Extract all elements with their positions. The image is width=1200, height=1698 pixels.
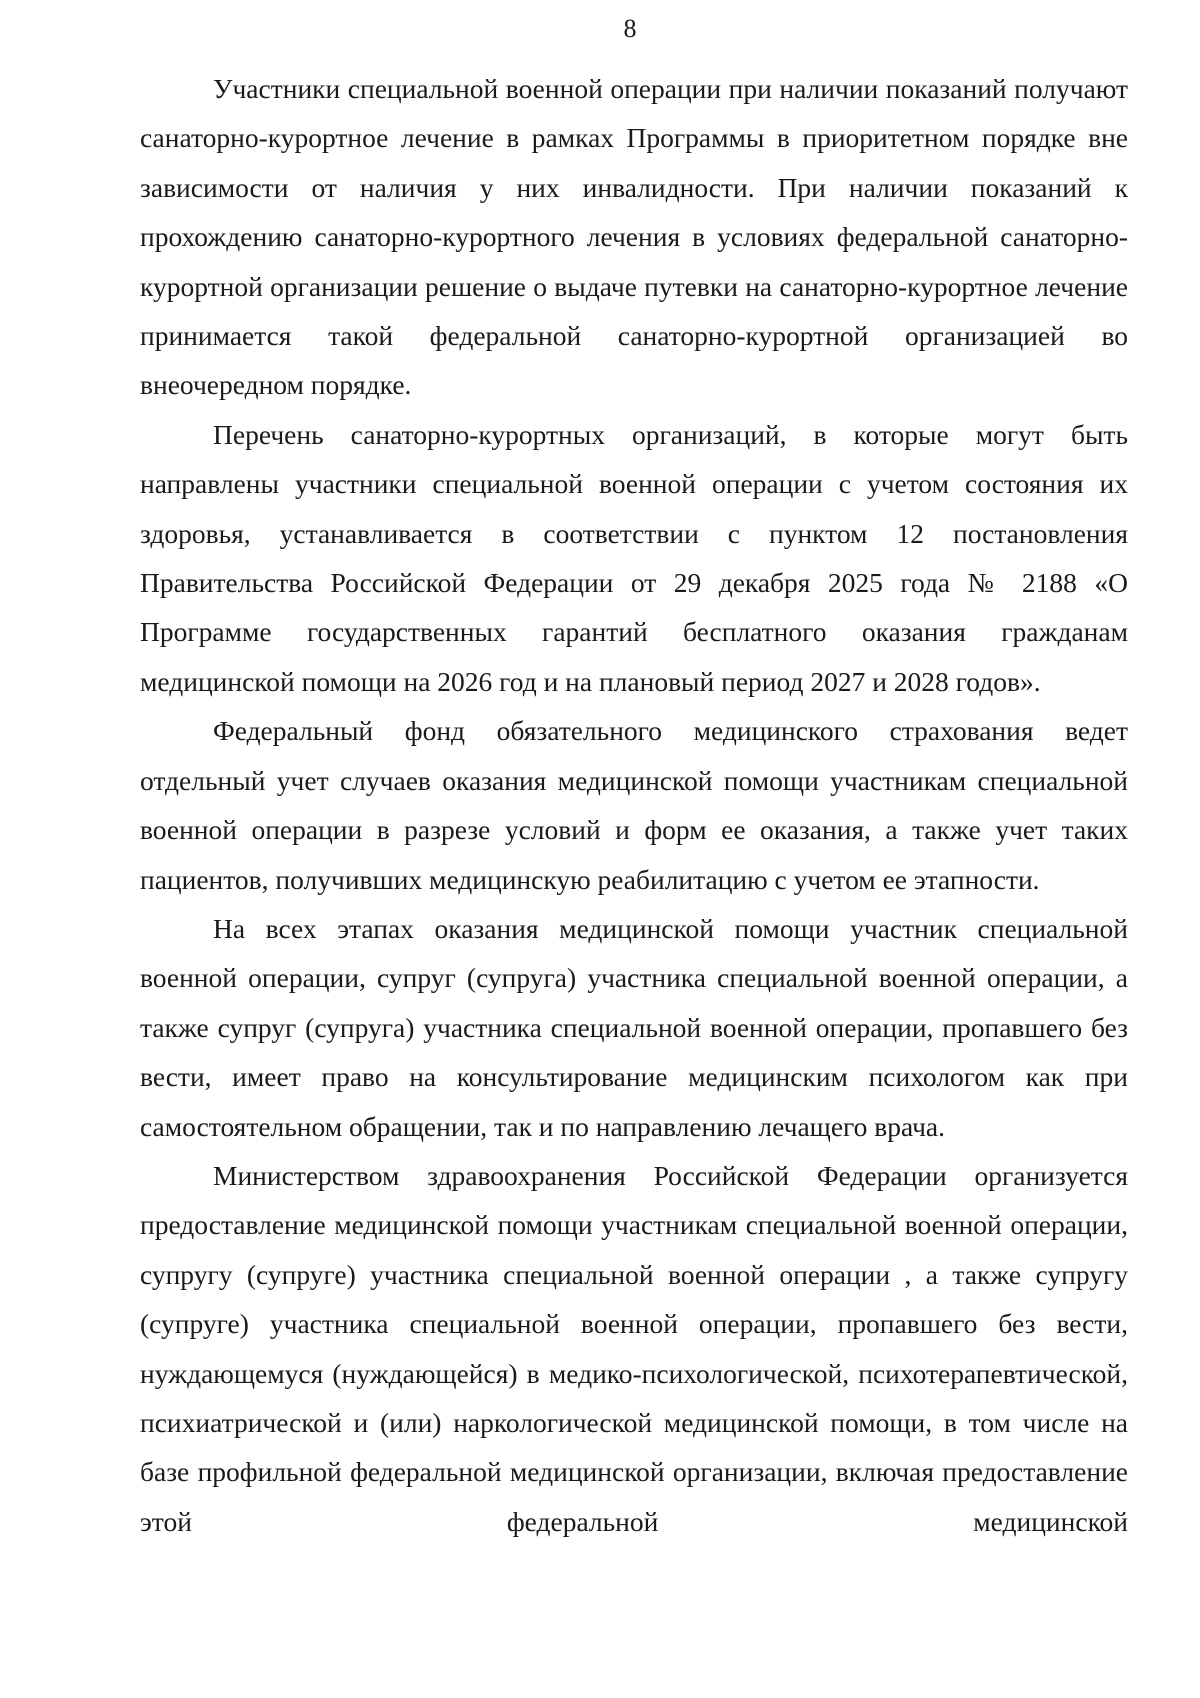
paragraph-insurance-fund: Федеральный фонд обязательного медицинского страхования ведет отдельный учет случаев оказания медицинской помощи участникам специальной военной операции в разрезе условий и форм ее оказания, а также учет таких пациентов, получивших медицинскую реабилитацию с учетом ее этапности. <box>140 715 1128 895</box>
page-number: 8 <box>623 14 637 43</box>
paragraph-ministry-of-health: Министерством здравоохранения Российской Федерации организуется предоставление медицинской помощи участникам специальной военной операции, супругу (супруге) участника специальной военной операции , а также супругу (супруге) участника специальной военной операции, пропавшего без вести, нуждающемуся (нуждающейся) в медико-психологической, психотерапевтической, психиатрической и (или) наркологической медицинской помощи, в том числе на базе профильной федеральной медицинской организации, включая предоставление этой федеральной медицинской <box>140 1159 1128 1537</box>
paragraph-sanatorium-treatment: Участники специальной военной операции при наличии показаний получают санаторно-курортное лечение в рамках Программы в приоритетном порядке вне зависимости от наличия у них инвалидности. При наличии показаний к прохождению санаторно-курортного лечения в условиях федеральной санаторно-курортной организации решение о выдаче путевки на санаторно-курортное лечение принимается такой федеральной санаторно-курортной организацией во внеочередном порядке. <box>140 73 1128 401</box>
paragraph-psychologist-consultation: На всех этапах оказания медицинской помощи участник специальной военной операции, супруг (супруга) участника специальной военной операции, а также супруг (супруга) участника специальной военной операции, пропавшего без вести, имеет право на консультирование медицинским психологом как при самостоятельном обращении, так и по направлению лечащего врача. <box>140 912 1128 1142</box>
document-body <box>140 64 1128 1546</box>
paragraph-sanatorium-list: Перечень санаторно-курортных организаций, в которые могут быть направлены участники специальной военной операции с учетом состояния их здоровья, устанавливается в соответствии с пунктом 12 постановления Правительства Российской Федерации от 29 декабря 2025 года № 2188 «О Программе государственных гарантий бесплатного оказания гражданам медицинской помощи на 2026 год и на плановый период 2027 и 2028 годов». <box>140 418 1128 697</box>
